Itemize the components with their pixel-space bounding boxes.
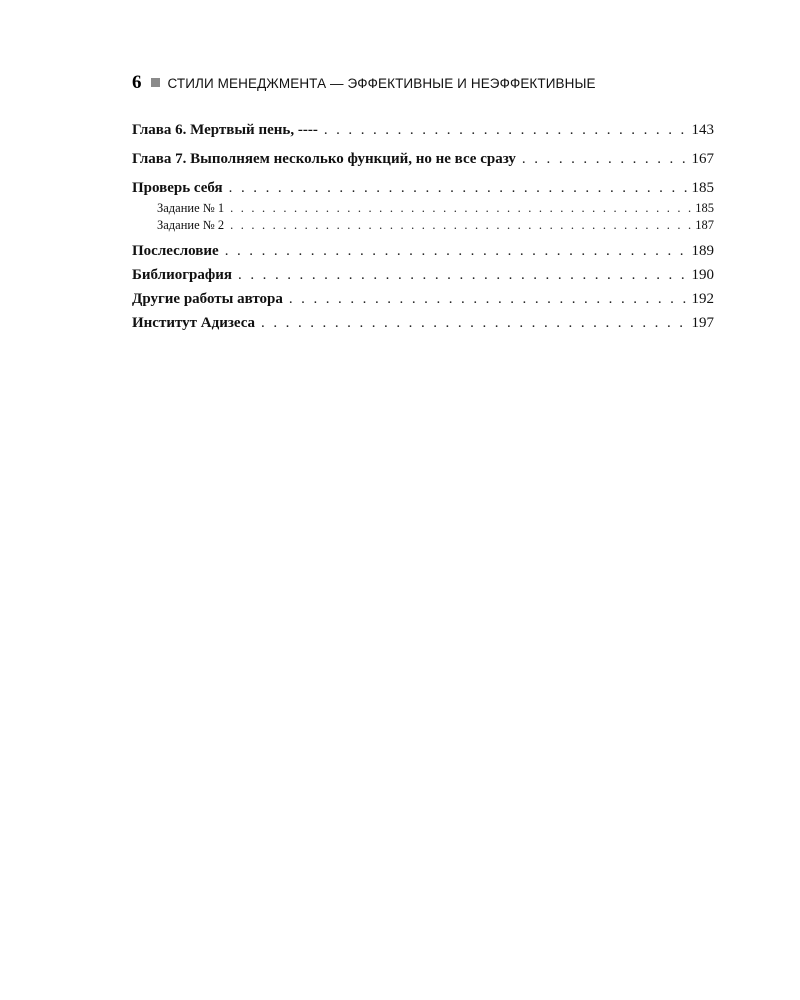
toc-entry-page: 197 xyxy=(691,315,714,331)
toc-entry-page: 190 xyxy=(691,267,714,283)
page-number: 6 xyxy=(132,72,142,93)
toc-entry-title: Проверь себя xyxy=(132,180,223,196)
running-header-title: СТИЛИ МЕНЕДЖМЕНТА — ЭФФЕКТИВНЫЕ И НЕЭФФЕКТИВНЫЕ xyxy=(167,76,596,91)
toc-entry-self-check[interactable] xyxy=(132,176,714,200)
toc-dot-leader xyxy=(229,176,690,200)
toc-dot-leader xyxy=(238,263,689,287)
toc-subentry-title: Задание № 1 xyxy=(157,201,225,215)
toc-subentry-page: 185 xyxy=(695,201,714,215)
toc-entry-title: Библиография xyxy=(132,267,233,283)
toc-dot-leader xyxy=(522,147,690,171)
toc-subentry-page: 187 xyxy=(695,218,714,232)
toc-subentry-task-2[interactable] xyxy=(132,217,714,234)
toc-entry-adizes-institute[interactable] xyxy=(132,311,714,335)
toc-entry-title: Послесловие xyxy=(132,243,219,259)
toc-entry-page: 167 xyxy=(691,151,714,167)
toc-entry-page: 192 xyxy=(691,291,714,307)
toc-subentry-task-1[interactable] xyxy=(132,200,714,217)
toc-entry-page: 189 xyxy=(691,243,714,259)
toc-entry-title: Институт Адизеса xyxy=(132,315,256,331)
toc-dot-leader xyxy=(289,287,690,311)
toc-entry-bibliography[interactable] xyxy=(132,263,714,287)
toc-dot-leader xyxy=(261,311,689,335)
toc-group xyxy=(132,147,714,171)
toc-group xyxy=(132,176,714,234)
toc-dot-leader xyxy=(230,217,693,234)
toc-dot-leader xyxy=(225,239,690,263)
table-of-contents xyxy=(132,118,714,335)
toc-entry-page: 143 xyxy=(691,122,714,138)
toc-group xyxy=(132,239,714,335)
toc-entry-afterword[interactable] xyxy=(132,239,714,263)
running-header xyxy=(132,72,596,94)
square-bullet-icon xyxy=(151,78,160,87)
toc-entry-title: Глава 7. Выполняем несколько функций, но не все сразу xyxy=(132,151,516,167)
toc-subentry-title: Задание № 2 xyxy=(157,218,225,232)
toc-entry-chapter-6[interactable] xyxy=(132,118,714,142)
toc-entry-other-works[interactable] xyxy=(132,287,714,311)
toc-entry-title: Другие работы автора xyxy=(132,291,283,307)
toc-entry-page: 185 xyxy=(691,180,714,196)
toc-entry-title: Глава 6. Мертвый пень, ---- xyxy=(132,122,318,138)
toc-group xyxy=(132,118,714,142)
toc-entry-chapter-7[interactable] xyxy=(132,147,714,171)
toc-dot-leader xyxy=(324,118,690,142)
toc-dot-leader xyxy=(230,200,693,217)
